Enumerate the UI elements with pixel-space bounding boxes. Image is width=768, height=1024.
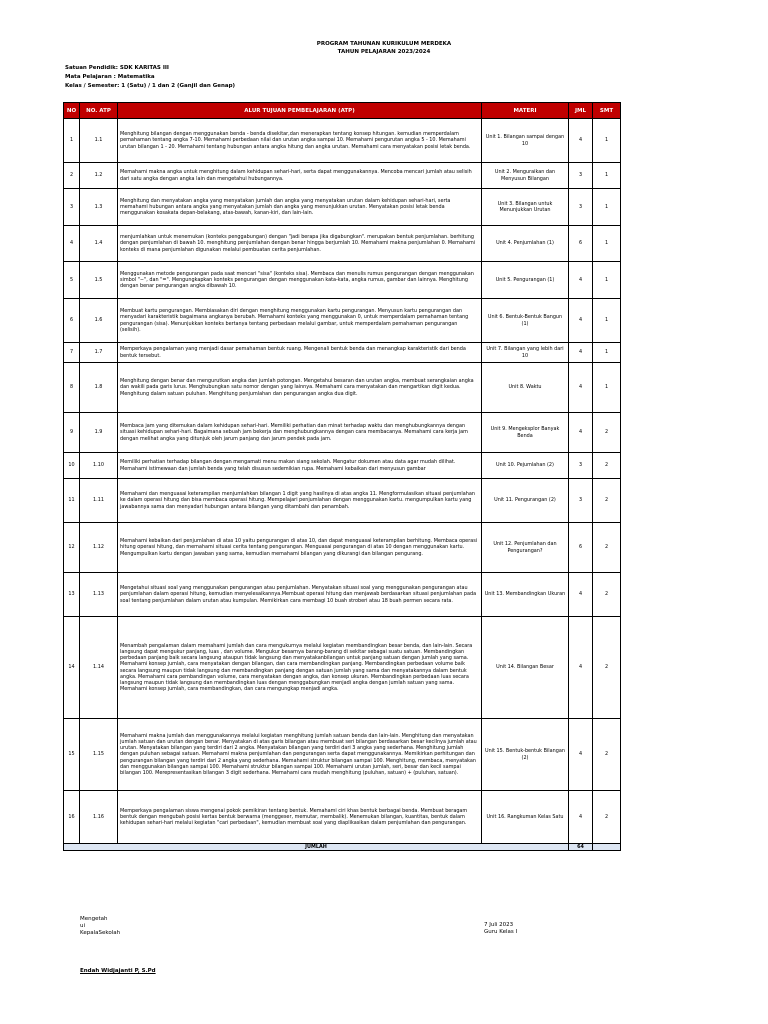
total-empty (593, 844, 621, 851)
row-no-atp: 1.6 (80, 299, 118, 343)
table-row (64, 617, 621, 719)
row-no: 8 (64, 363, 80, 413)
row-no-atp: 1.15 (80, 719, 118, 791)
row-materi: Unit 12. Penjumlahan dan Pengurangan? (482, 523, 569, 573)
row-smt: 1 (593, 226, 621, 262)
row-atp-text: Menghitung dengan benar dan mengurutkan angka dan jumlah potongan. Mengetahui besaran dan urutan angka, membuat serangkaian angka dan wakili pada garis lurus. Menghubungkan satu nomor dengan yang lainnya. Memahami cara menyatakan dan mengartikan digit kedua. Menghitung dalam satuan puluhan. Menghitung penjumlahan dan pengurangan angka dua digit. (118, 363, 482, 413)
row-jml: 3 (569, 479, 593, 523)
row-materi: Unit 13. Membandingkan Ukuran (482, 573, 569, 617)
row-jml: 4 (569, 791, 593, 844)
row-no: 13 (64, 573, 80, 617)
row-smt: 2 (593, 719, 621, 791)
principal-line-1: Mengetah (80, 916, 108, 922)
row-smt: 2 (593, 453, 621, 479)
row-no-atp: 1.1 (80, 119, 118, 163)
row-atp-text: Menghitung bilangan dengan menggunakan benda - benda disekitar,dan menerapkan tentang konsep hitungan. kemudian memperdalam pemahaman tentang angka 7-10. Memahami perbedaan nilai dan urutan angka sampai 10. Memahami pengurutan angka 5 - 10. Memahami urutan bilangan 1 - 20. Memahami tentang hubungan antara angka hitung dan angka urutan. Memahami cara menyatakan posisi letak benda. (118, 119, 482, 163)
table-row (64, 262, 621, 299)
header-no-atp: NO. ATP (80, 103, 118, 119)
mata-pelajaran: Mata Pelajaran : Matematika (65, 74, 155, 80)
table-row (64, 119, 621, 163)
row-jml: 4 (569, 262, 593, 299)
table-row (64, 791, 621, 844)
row-smt: 1 (593, 363, 621, 413)
row-materi: Unit 4. Penjumlahan (1) (482, 226, 569, 262)
sign-date: 7 Juli 2023 (484, 922, 514, 928)
row-materi: Unit 3. Bilangan untuk Menunjukkan Urutan (482, 189, 569, 226)
table-body (64, 119, 621, 844)
row-atp-text: Memahami makna jumlah dan menggunakannya melalui kegiatan menghitung jumlah satuan benda dan lain-lain. Menghitung dan menyatakan jumlah satuan dan urutan dengan benar. Menyatakan di atas garis bilangan atau membuat seri bilangan berdasarkan besar kecilnya jumlah atau urutan. Menyatakan bilangan yang terdiri dari 2 angka. Menyatakan bilangan yang terdiri dari 3 angka yang sederhana. Menghitung jumlah dengan puluhan sebagai satuan. Memahami makna penjumlahan dan pengurangan serta dapat menggunakannya. Memikirkan perhitungan dan pengurangan bilangan yang terdiri dari 2 angka yang sederhana. Memahami struktur bilangan sampai 100. Menghitung, membaca, menyatakan dan menggunakan bilangan sampai 100. Memahami struktur bilangan sampai 100. Memahami urutan jumlah, seri, besar dan kecil sampai bilangan 100. Merepresentasikan bilangan 3 digit sederhana. Memahami cara mudah menghitung (puluhan, satuan) + (puluhan, satuan). (118, 719, 482, 791)
row-jml: 3 (569, 453, 593, 479)
principal-name: Endah Widjajanti P, S.Pd (80, 968, 156, 974)
document-meta (65, 64, 235, 91)
document-title (0, 40, 768, 56)
row-smt: 2 (593, 523, 621, 573)
row-materi: Unit 1. Bilangan sampai dengan 10 (482, 119, 569, 163)
kelas-semester: Kelas / Semester: 1 (Satu) / 1 dan 2 (Ganjil dan Genap) (65, 83, 236, 89)
row-no: 5 (64, 262, 80, 299)
header-alur: ALUR TUJUAN PEMBELAJARAN (ATP) (118, 103, 482, 119)
teacher-block (484, 922, 517, 936)
principal-block (80, 916, 120, 937)
table-row (64, 523, 621, 573)
row-no: 10 (64, 453, 80, 479)
atp-table (63, 102, 621, 851)
table-row (64, 299, 621, 343)
row-materi: Unit 11. Pengurangan (2) (482, 479, 569, 523)
row-smt: 2 (593, 479, 621, 523)
row-atp-text: Memahami kebaikan dari penjumlahan di atas 10 yaitu pengurangan di atas 10, dan dapat menguasai keterampilan berhitung. Membaca operasi hitung operasi hitung, dan memahami situasi cerita tentang pengurangan. Menguasai pengurangan di atas 10 dengan menggunakan kartu. Mengumpulkan kartu dengan jawaban yang sama, kemudian memahami bilangan yang dikurangi dan bilangan pengurang. (118, 523, 482, 573)
row-jml: 6 (569, 226, 593, 262)
row-smt: 1 (593, 163, 621, 189)
table-row (64, 413, 621, 453)
row-materi: Unit 2. Menguraikan dan Menyusun Bilangan (482, 163, 569, 189)
row-materi: Unit 7. Bilangan yang lebih dari 10 (482, 343, 569, 363)
row-jml: 4 (569, 299, 593, 343)
row-no-atp: 1.8 (80, 363, 118, 413)
header-jml: JML (569, 103, 593, 119)
row-no: 7 (64, 343, 80, 363)
row-smt: 1 (593, 189, 621, 226)
row-jml: 4 (569, 343, 593, 363)
teacher-role: Guru Kelas I (484, 929, 518, 935)
row-materi: Unit 10. Pejumlahan (2) (482, 453, 569, 479)
row-smt: 1 (593, 119, 621, 163)
row-smt: 2 (593, 617, 621, 719)
row-no: 3 (64, 189, 80, 226)
row-smt: 1 (593, 343, 621, 363)
row-materi: Unit 16. Rangkuman Kelas Satu (482, 791, 569, 844)
row-materi: Unit 9. Mengeksplor Banyak Benda (482, 413, 569, 453)
row-no: 16 (64, 791, 80, 844)
row-atp-text: Mengetahui situasi soal yang menggunakan pengurangan atau penjumlahan. Menyatakan situasi soal yang menggunakan pengurangan atau penjumlahan dalam operasi hitung, kemudian menyelesaikannya.Membuat operasi hitung dan menjawab berdasarkan situasi penjumlahan pada soal tentang penjumlahan dalam urutan atau kumpulan. Memikirkan cara membagi 10 buah stroberi atau 18 buah permen secara rata. (118, 573, 482, 617)
title-line-1: PROGRAM TAHUNAN KURIKULUM MERDEKA (316, 41, 452, 47)
row-materi: Unit 8. Waktu (482, 363, 569, 413)
row-smt: 2 (593, 413, 621, 453)
row-smt: 1 (593, 262, 621, 299)
row-no-atp: 1.14 (80, 617, 118, 719)
row-no: 11 (64, 479, 80, 523)
row-atp-text: menjumlahkan untuk menemukan (konteks penggabungan) dengan "jadi berapa jika digabungkan". merupakan bentuk penjumlahan. berhitung dengan penjumlahan di bawah 10. menghitung penjumlahan dengan benar hingga berjumlah 10. Memahami makna penjumlahan 0. Memahami konteks di mana penjumlahan digunakan melalui pembuatan cerita penjumlahan. (118, 226, 482, 262)
row-no-atp: 1.16 (80, 791, 118, 844)
row-atp-text: Membaca jam yang ditemukan dalam kehidupan sehari-hari. Memiliki perhatian dan minat terhadap waktu dan menghubungkannya dengan situasi kehidupan sehari-hari. Bagaimana sebuah jam bekerja dan menghubungkannya dengan cara membacanya. Memahami cara kerja jam dengan melihat angka yang ditunjuk oleh jarum panjang dan jarum pendek pada jam. (118, 413, 482, 453)
table-header-row (64, 103, 621, 119)
row-materi: Unit 5. Pengurangan (1) (482, 262, 569, 299)
row-smt: 1 (593, 299, 621, 343)
row-no-atp: 1.9 (80, 413, 118, 453)
row-jml: 4 (569, 363, 593, 413)
header-no: NO (64, 103, 80, 119)
row-no: 12 (64, 523, 80, 573)
row-atp-text: Menggunakan metode pengurangan pada saat mencari "sisa" (konteks sisa). Membaca dan menulis rumus pengurangan dengan menggunakan simbol "−", dan "=". Mengungkapkan konteks pengurangan dengan menggunakan kata-kata, angka rumus, gambar dan lainnya. Menghitung dengan benar pengurangan angka dibawah 10. (118, 262, 482, 299)
table-row (64, 226, 621, 262)
table-row (64, 163, 621, 189)
row-no-atp: 1.3 (80, 189, 118, 226)
table-row (64, 453, 621, 479)
row-smt: 2 (593, 573, 621, 617)
title-line-2: TAHUN PELAJARAN 2023/2024 (337, 49, 431, 55)
header-smt: SMT (593, 103, 621, 119)
row-no: 6 (64, 299, 80, 343)
row-jml: 4 (569, 119, 593, 163)
row-no: 9 (64, 413, 80, 453)
principal-line-2: ui (80, 923, 86, 929)
row-atp-text: Membuat kartu pengurangan. Membiasakan diri dengan menghitung menggunakan kartu pengurangan. Menyusun kartu pengurangan dan menyadari karakteristik bagaimana angkanya berubah. Memahami konteks yang menggunakan 0, untuk memperdalam pemahaman tentang pengurangan (sisa). Menunjukkan konteks bertanya tentang perbedaan melalui gambar, untuk memperdalam pemahaman pengurangan (selisih). (118, 299, 482, 343)
row-jml: 3 (569, 163, 593, 189)
row-no-atp: 1.12 (80, 523, 118, 573)
row-no-atp: 1.5 (80, 262, 118, 299)
row-no: 14 (64, 617, 80, 719)
row-no-atp: 1.11 (80, 479, 118, 523)
satuan-pendidik: Satuan Pendidik: SDK KARITAS III (65, 65, 169, 71)
row-atp-text: Memahami dan menguasai keterampilan menjumlahkan bilangan 1 digit yang hasilnya di atas angka 11. Mengformulasikan situasi penjumlahan ke dalam operasi hitung dan bisa membaca operasi hitung. Mempelajari penjumlahan dengan menggunakan kartu. mengumpulkan kartu yang jawabannya sama dan menyadari hubungan antara bilangan yang ditambahi dan penambah. (118, 479, 482, 523)
row-materi: Unit 15. Bentuk-bentuk Bilangan (2) (482, 719, 569, 791)
row-jml: 6 (569, 523, 593, 573)
row-jml: 4 (569, 617, 593, 719)
row-no: 4 (64, 226, 80, 262)
total-label: JUMLAH (64, 844, 569, 851)
row-no-atp: 1.7 (80, 343, 118, 363)
row-materi: Unit 6. Bentuk-Bentuk Bangun (1) (482, 299, 569, 343)
row-jml: 3 (569, 189, 593, 226)
row-jml: 4 (569, 719, 593, 791)
row-no-atp: 1.13 (80, 573, 118, 617)
row-atp-text: Memperkaya pengalaman yang menjadi dasar pemahaman bentuk ruang. Mengenali bentuk benda dan menangkap karakteristik dari benda bentuk tersebut. (118, 343, 482, 363)
row-jml: 4 (569, 413, 593, 453)
row-atp-text: Menambah pengalaman dalam memahami jumlah dan cara mengukurnya melalui kegiatan membandingkan besar benda, dan lain-lain. Secara langsung dapat mengukur panjang, luas , dan volume. Mengukur besarnya barang-barang di sekitar sebagai suatu satuan. Membandingkan perbedaan panjang baik secara langsung ataupun tidak langsung dan menyatakanbilangan untuk panjang satuan dengan jumlah yang sama. Memahami konsep jumlah, cara menyatakan dengan bilangan, dan cara membandingkan panjang. Membandingkan perbedaan volume baik secara langsung maupun tidak langsung dan membandingkan panjang dengan satuan jumlah yang sama dan menyatakannya dalam bentuk angka. Memahami cara pembandingan volume, cara menyatakan dengan angka, dan konsep ukuran. Membandingkan perbedaan luas secara langsung maupun tidak langsung dan membandingkan luas dengan menggabungkan menjadi angka dengan jumlah satuan yang sama. Memahami konsep jumlah, cara membandingkan, dan cara mengungkap menjadi angka. (118, 617, 482, 719)
table-row (64, 343, 621, 363)
row-no-atp: 1.10 (80, 453, 118, 479)
row-no: 1 (64, 119, 80, 163)
row-no-atp: 1.4 (80, 226, 118, 262)
total-row (64, 844, 621, 851)
table-row (64, 479, 621, 523)
row-atp-text: Menghitung dan menyatakan angka yang menyatakan jumlah dan angka yang menyatakan urutan dalam kehidupan sehari-hari, serta memahami hubungan antara angka yang menyatakan jumlah dan angka yang menunjukkan urutan. Menyatakan posisi letak benda menggunakan kosakata depan-belakang, atas-bawah, kanan-kiri, dan lain-lain. (118, 189, 482, 226)
row-no-atp: 1.2 (80, 163, 118, 189)
table-row (64, 189, 621, 226)
row-no: 15 (64, 719, 80, 791)
row-atp-text: Memperkaya pengalaman siswa mengenai pokok pemikiran tentang bentuk. Memahami ciri khas bentuk berbagai benda. Membuat beragam bentuk dengan mengubah posisi kertas bentuk berwarna (menggeser, memutar, membalik). Menemukan bilangan, kuantitas, bentuk dalam kehidupan sehari-hari melalui kegiatan "cari perbedaan", kemudian membuat soal yang diaplikasikan dalam penjumlahan dan pengurangan. (118, 791, 482, 844)
principal-line-3: KepalaSekolah (80, 930, 121, 936)
row-atp-text: Memahami makna angka untuk menghitung dalam kehidupan sehari-hari, serta dapat menggunakannya. Mencoba mencari jumlah atau selisih dari satu angka dengan angka lain dan mengetahui hubungannya. (118, 163, 482, 189)
header-materi: MATERI (482, 103, 569, 119)
row-atp-text: Memiliki perhatian terhadap bilangan dengan mengamati menu makan siang sekolah. Mengatur dokumen atau data agar mudah dilihat. Memahami istimewaan dan jumlah benda yang telah disusun sedemikian rupa. Memahami kebaikan dari menyusun gambar (118, 453, 482, 479)
row-materi: Unit 14. Bilangan Besar (482, 617, 569, 719)
table-row (64, 719, 621, 791)
table-row (64, 573, 621, 617)
row-smt: 2 (593, 791, 621, 844)
row-jml: 4 (569, 573, 593, 617)
total-value: 64 (569, 844, 593, 851)
row-no: 2 (64, 163, 80, 189)
table-row (64, 363, 621, 413)
